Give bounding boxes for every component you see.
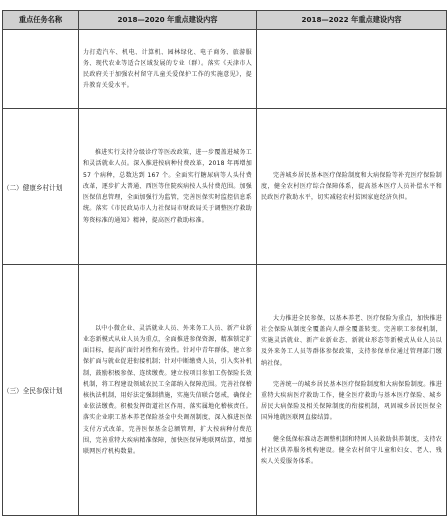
table-row	[3, 265, 447, 516]
content-2018-2020-cell	[79, 265, 257, 516]
content-paragraph: 健全低保标准动态调整机制和特困人员救助供养制度，支持农村社区供养服务机构建设。健全农村留守儿童和妇女、老人、残疾人关爱服务体系。	[261, 435, 442, 466]
content-2018-2020-cell	[79, 30, 257, 109]
header-2018-2020: 2018—2020 年重点建设内容	[79, 11, 257, 30]
content-paragraph: 大力推进全民参保，以基本养老、医疗保险为重点，加快推进社会保险从制度全覆盖向人群全覆盖转变。完善职工参保机制，实施灵活就业、新产业新业态、新就业形态等新模式从业人员以及外来务工人员等群体参保政策，支持参保单位通过管理部门缴纳社保。	[261, 314, 442, 367]
header-row	[3, 11, 447, 30]
task-name-cell: （三）全民参保计划	[3, 265, 79, 516]
content-2018-2022-cell	[257, 265, 447, 516]
plan-table	[2, 10, 447, 516]
content-paragraph: 完善统一的城乡居民基本医疗保险制度和大病保险制度。推进重特大疾病医疗救助工作，健全医疗救助与基本医疗保险、城乡居民大病保险及相关保障制度的衔接机制，巩固城乡居民医保全国异地就医联网直接结算。	[261, 380, 442, 422]
content-2018-2022-cell	[257, 30, 447, 109]
header-task-name: 重点任务名称	[3, 11, 79, 30]
header-2018-2022: 2018—2022 年重点建设内容	[257, 11, 447, 30]
task-name-cell: （二）健康乡村计划	[3, 109, 79, 265]
task-name-cell	[3, 30, 79, 109]
content-paragraph: 力打造汽车、机电、计算机、园林绿化、电子商务、旅游服务、现代农业等适合区域发展的专业（群）。落实《天津市人民政府关于加强农村留守儿童关爱保护工作的实施意见》，提升教育关爱水平。	[83, 48, 252, 90]
table-row	[3, 30, 447, 109]
table-row	[3, 109, 447, 265]
content-paragraph: 推进实行支持分级诊疗等医改政策，进一步覆盖进城务工和灵活就业人员。深入推进按病种付费改革，2018 年再增加 57 个病种，总数达到 167 个。全面实行糖尿病等人头付费改革，逐步扩大普通、西医等住院疾病按人头付费范围。加强医保信息管理，全面加强行为监管，完善医保实时监控信息系统。落实《市民政局市人力社保局市财政局关于调整医疗救助筹资标准的通知》精神，提高医疗救助标准。	[83, 149, 252, 224]
content-paragraph: 完善城乡居民基本医疗保险制度和大病保险等补充医疗保险制度，健全农村医疗综合保障体系，提高基本医疗人员补偿水平和民政医疗救助水平，切实减轻农村贫困家庭经济负担。	[261, 171, 442, 202]
content-2018-2022-cell	[257, 109, 447, 265]
content-paragraph: 以中小微企业、灵活就业人员、外来务工人员、新产业新业态新模式从业人员为重点，全面推进参保资源，精准锁定扩面目标，提高扩面针对性和有效性。针对中青年群体，建立参保扩面与就业促进衔接机制；针对中断缴费人员，引入奖补机制，鼓励积极参保、连续缴费。建立按项目参加工伤保险长效机制，将工程建设领域农民工全部纳入保障范围。完善社保稽核执法机制，用好法定强制措施，实施失信联合惩戒，确保企业依法缴费。积极发挥街道社区作用，落实属地化稽核责任。落实企业职工基本养老保险基金中央调剂制度，深入推进医保支付方式改革，完善医保基金总额管理，扩大按病种付费范围，完善重特大疾病精准保障，加快医保异地联网结算，增加联网医疗机构数量。	[83, 324, 252, 456]
content-2018-2020-cell	[79, 109, 257, 265]
